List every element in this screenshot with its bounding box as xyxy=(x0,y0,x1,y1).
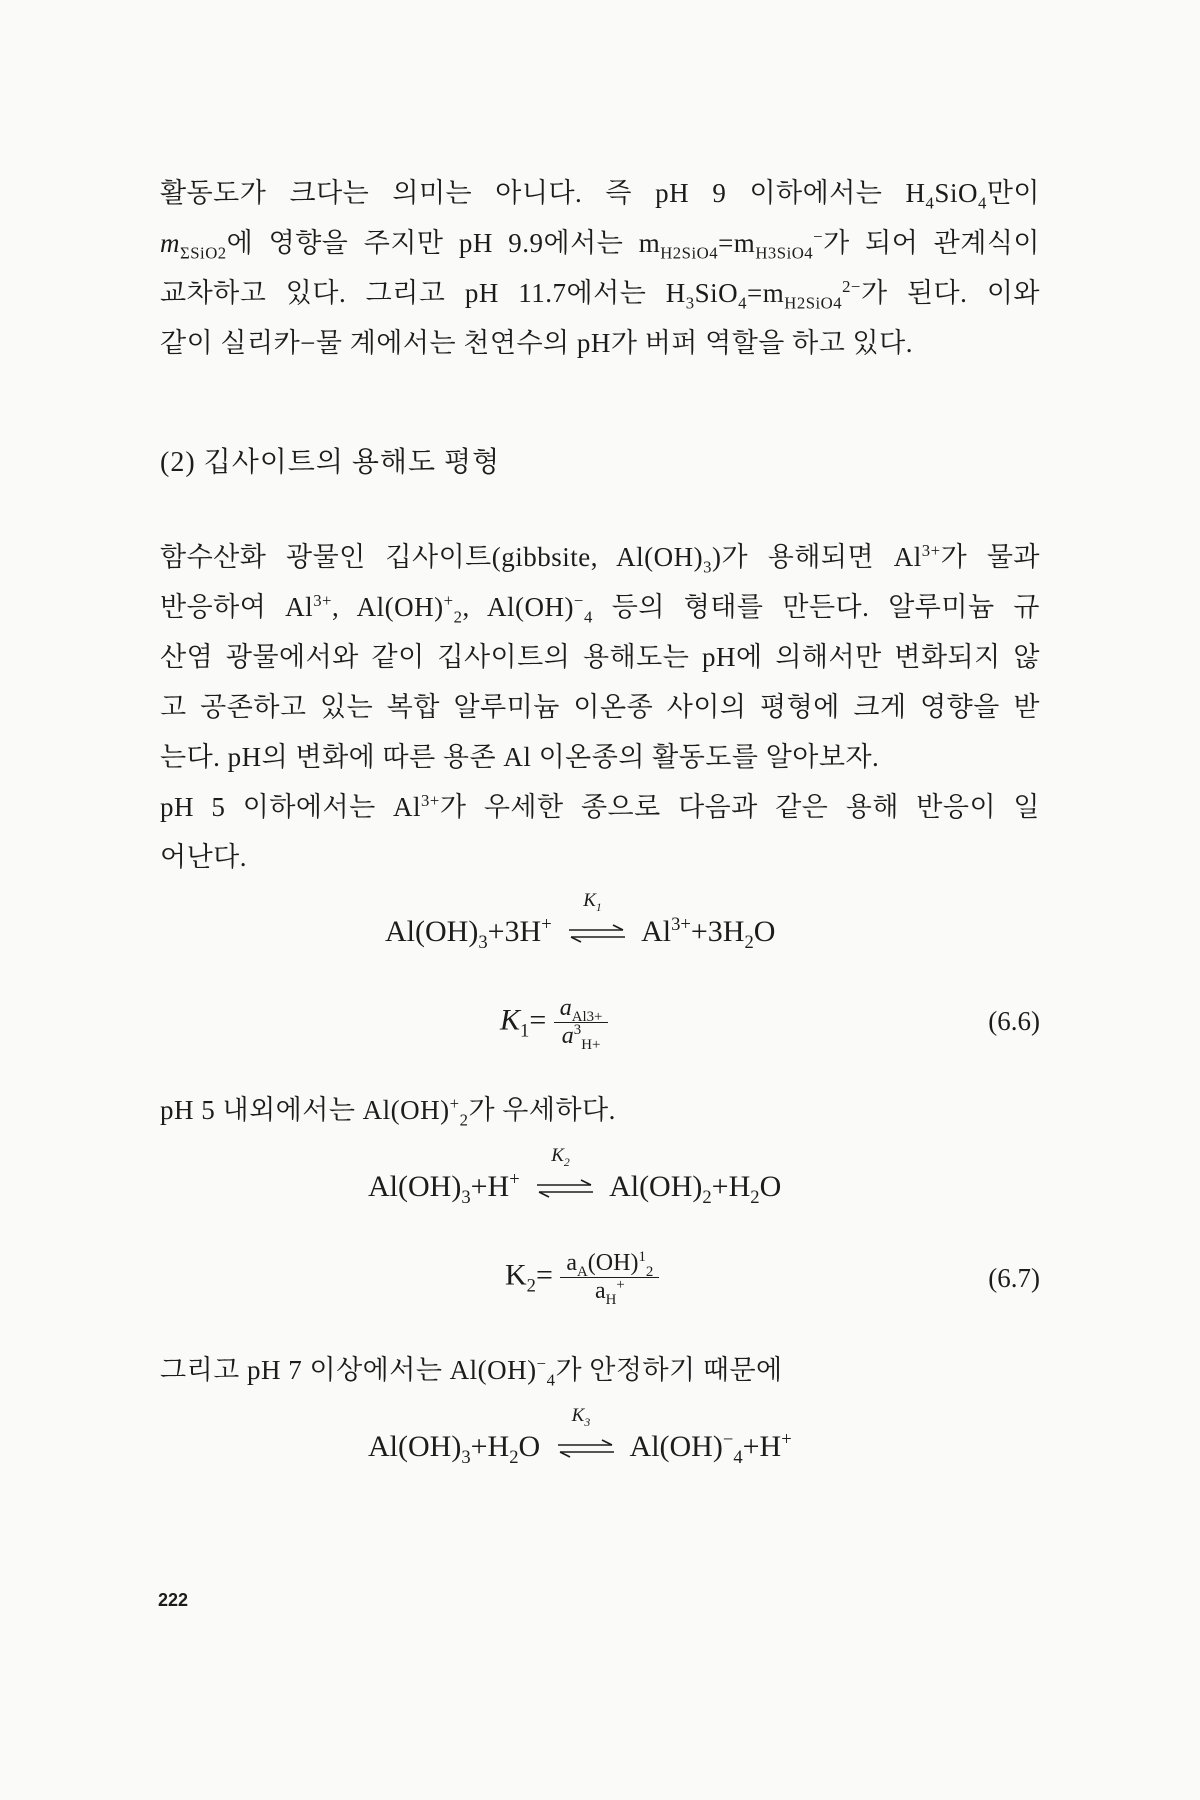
equilibrium-constant-k2: $K_2=$ $\frac{a_A(OH)^1_2}{a_H^+}$ xyxy=(505,1250,659,1305)
equilibrium-arrow-icon: $K_3$ xyxy=(558,1439,614,1459)
reaction-equation-2: $Al(OH)_3+H^+$ $K_2$ $Al(OH)_2+H_2O$ xyxy=(368,1145,782,1208)
text-line: $m_{\Sigma SiO2}$에 영향을 주지만 pH 9.9에서는 $m_{H2SiO4}=m_{H3SiO4}^-$가 되어 관계식이 xyxy=(160,227,1041,263)
text-line: 반응하여 $Al^{3+}$, $Al(OH)^+_2$, $Al(OH)^-_4$ 등의 형태를 만든다. 알루미늄 규 xyxy=(160,591,1040,627)
text-line: 어난다. xyxy=(160,842,247,872)
equation-number: (6.6) xyxy=(988,1006,1040,1036)
text-line: 활동도가 크다는 의미는 아니다. 즉 pH 9 이하에서는 $H_4SiO_4$만이 xyxy=(160,178,1040,213)
text-line: 그리고 pH 7 이상에서는 $Al(OH)^-_4$가 안정하기 때문에 xyxy=(160,1354,783,1390)
reaction-equation-1: $Al(OH)_3+3H^+$ $K_1$ $Al^{3+}+3H_2O$ xyxy=(385,890,776,953)
text-line: 는다. pH의 변화에 따른 용존 Al 이온종의 활동도를 알아보자. xyxy=(160,742,880,772)
text-line: 교차하고 있다. 그리고 pH 11.7에서는 $H_3SiO_4=m_{H2SiO4}^{2-}$가 된다. 이와 xyxy=(160,277,1040,313)
paragraph-gibbsite xyxy=(160,532,1040,782)
text-line: 고 공존하고 있는 복합 알루미늄 이온종 사이의 평형에 크게 영향을 받 xyxy=(160,692,1040,722)
paragraph-silica-buffer xyxy=(160,168,1040,368)
paragraph-ph5-around xyxy=(160,1085,1040,1135)
reaction-equation-3: $Al(OH)_3+H_2O$ $K_3$ $Al(OH)^-_4+H^+$ xyxy=(368,1405,792,1468)
fraction: $\frac{a_A(OH)^1_2}{a_H^+}$ xyxy=(560,1250,659,1305)
text-line: pH 5 이하에서는 $Al^{3+}$가 우세한 종으로 다음과 같은 용해 반응이 일 xyxy=(160,791,1040,822)
fraction: $\frac{a_{Al3+}}{a^3_{H+}}$ xyxy=(554,995,609,1050)
section-heading: (2) 깁사이트의 용해도 평형 xyxy=(160,447,501,478)
page-number: 222 xyxy=(158,1590,189,1610)
text-line: pH 5 내외에서는 $Al(OH)^+_2$가 우세하다. xyxy=(160,1094,616,1130)
equilibrium-arrow-icon: $K_2$ xyxy=(537,1179,593,1199)
text-line: 산염 광물에서와 같이 깁사이트의 용해도는 pH에 의해서만 변화되지 않 xyxy=(160,642,1040,672)
equilibrium-constant-k1: $K_1=$ $\frac{a_{Al3+}}{a^3_{H+}}$ xyxy=(500,995,608,1050)
paragraph-ph5 xyxy=(160,782,1040,882)
text-line: 함수산화 광물인 깁사이트(gibbsite, $Al(OH)_3$)가 용해되면 $Al^{3+}$가 물과 xyxy=(160,541,1040,577)
paragraph-ph7 xyxy=(160,1345,1040,1395)
text-line: 같이 실리카−물 계에서는 천연수의 pH가 버퍼 역할을 하고 있다. xyxy=(160,328,913,358)
equilibrium-arrow-icon: $K_1$ xyxy=(569,924,625,944)
equation-number: (6.7) xyxy=(988,1263,1040,1293)
